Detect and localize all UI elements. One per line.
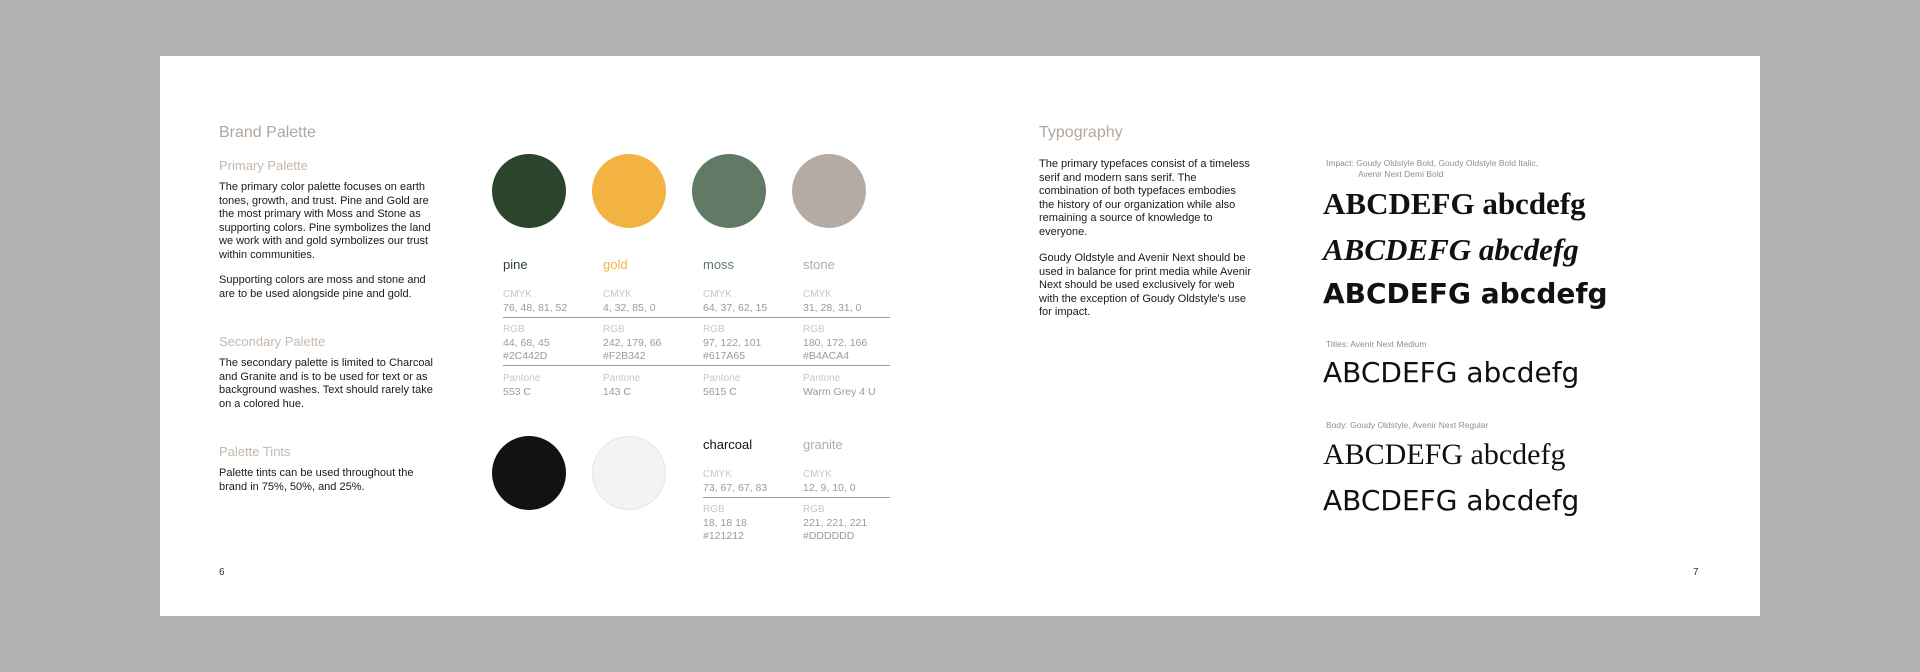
impact-label: Impact: Goudy Oldstyle Bold, Goudy Oldstyle Bold Italic, [1326,158,1539,168]
pantone-label: Pantone [503,373,541,384]
brand-palette-title: Brand Palette [219,124,316,141]
stone-name: stone [803,257,835,272]
granite-name: granite [803,437,843,452]
pantone-label: Pantone [703,373,741,384]
pine-swatch [492,154,566,228]
secondary-palette-text: The secondary palette is limited to Charcoal and Granite and is to be used for text or as background washes. Text should rarely take on a colored hue. [219,357,433,410]
divider [503,365,890,366]
charcoal-hex: #121212 [703,530,744,542]
stone-hex: #B4ACA4 [803,350,850,362]
stone-swatch [792,154,866,228]
gold-pantone: 143 C [603,386,632,398]
secondary-palette-heading: Secondary Palette [219,334,326,349]
goudy-bold-sample: ABCDEFG abcdefg [1323,186,1586,221]
page-number-right: 7 [1693,567,1699,578]
avenir-demi-bold-sample: ABCDEFG abcdefg [1323,277,1608,310]
moss-rgb: 97, 122, 101 [703,337,762,349]
cmyk-label: CMYK [503,289,532,300]
rgb-label: RGB [803,504,825,515]
palette-tints-text: Palette tints can be used throughout the brand in 75%, 50%, and 25%. [219,467,414,493]
charcoal-name: charcoal [703,437,753,452]
gold-cmyk: 4, 32, 85, 0 [603,302,656,314]
cmyk-label: CMYK [803,469,832,480]
rgb-label: RGB [603,324,625,335]
moss-pantone: 5615 C [703,386,737,398]
granite-rgb: 221, 221, 221 [803,517,868,529]
granite-cmyk: 12, 9, 10, 0 [803,482,856,494]
pine-pantone: 553 C [503,386,532,398]
pantone-label: Pantone [803,373,841,384]
granite-swatch [592,436,666,510]
charcoal-rgb: 18, 18 18 [703,517,747,529]
supporting-colors-text: Supporting colors are moss and stone and are to be used alongside pine and gold. [219,274,426,300]
pine-rgb: 44, 68, 45 [503,337,550,349]
moss-hex: #617A65 [703,350,746,362]
stone-rgb: 180, 172, 166 [803,337,868,349]
avenir-regular-sample: ABCDEFG abcdefg [1323,484,1580,517]
moss-name: moss [703,257,735,272]
granite-hex: #DDDDDD [803,530,855,542]
brand-guide-spread [160,56,1760,616]
moss-swatch [692,154,766,228]
body-label: Body: Goudy Oldstyle, Avenir Next Regular [1326,420,1489,430]
goudy-bold-italic-sample: ABCDEFG abcdefg [1323,232,1579,267]
cmyk-label: CMYK [703,289,732,300]
palette-tints-heading: Palette Tints [219,444,291,459]
typefaces-usage-text: Goudy Oldstyle and Avenir Next should be used in balance for print media while Avenir Next should be used exclusively for web with the exception of Goudy Oldstyle's use for impact. [1039,252,1251,318]
stone-cmyk: 31, 28, 31, 0 [803,302,862,314]
pantone-label: Pantone [603,373,641,384]
titles-label: Titles: Avenir Next Medium [1326,339,1427,349]
charcoal-cmyk: 73, 67, 67, 83 [703,482,768,494]
divider [703,497,890,498]
gold-hex: #F2B342 [603,350,646,362]
rgb-label: RGB [503,324,525,335]
page-number-left: 6 [219,567,225,578]
cmyk-label: CMYK [603,289,632,300]
primary-palette-text: The primary color palette focuses on earth tones, growth, and trust. Pine and Gold are the most primary with Moss and Stone as supporting colors. Pine symbolizes the land we work with and gold symbolizes our trust within communities. [219,181,431,261]
moss-cmyk: 64, 37, 62, 15 [703,302,768,314]
gold-rgb: 242, 179, 66 [603,337,662,349]
rgb-label: RGB [703,324,725,335]
charcoal-swatch [492,436,566,510]
avenir-medium-sample: ABCDEFG abcdefg [1323,356,1580,389]
cmyk-label: CMYK [703,469,732,480]
gold-name: gold [603,257,628,272]
goudy-regular-sample: ABCDEFG abcdefg [1323,438,1566,471]
gold-swatch [592,154,666,228]
primary-palette-heading: Primary Palette [219,158,308,173]
rgb-label: RGB [803,324,825,335]
pine-cmyk: 76, 48, 81, 52 [503,302,568,314]
rgb-label: RGB [703,504,725,515]
cmyk-label: CMYK [803,289,832,300]
pine-hex: #2C442D [503,350,548,362]
typefaces-intro-text: The primary typefaces consist of a timeless serif and modern sans serif. The combination of both typefaces embodies the history of our organization while also remaining a source of knowledge to everyone. [1039,158,1250,238]
stone-pantone: Warm Grey 4 U [803,386,876,398]
impact-label-cont: Avenir Next Demi Bold [1358,169,1444,179]
pine-name: pine [503,257,528,272]
divider [503,317,890,318]
typography-title: Typography [1039,124,1123,141]
